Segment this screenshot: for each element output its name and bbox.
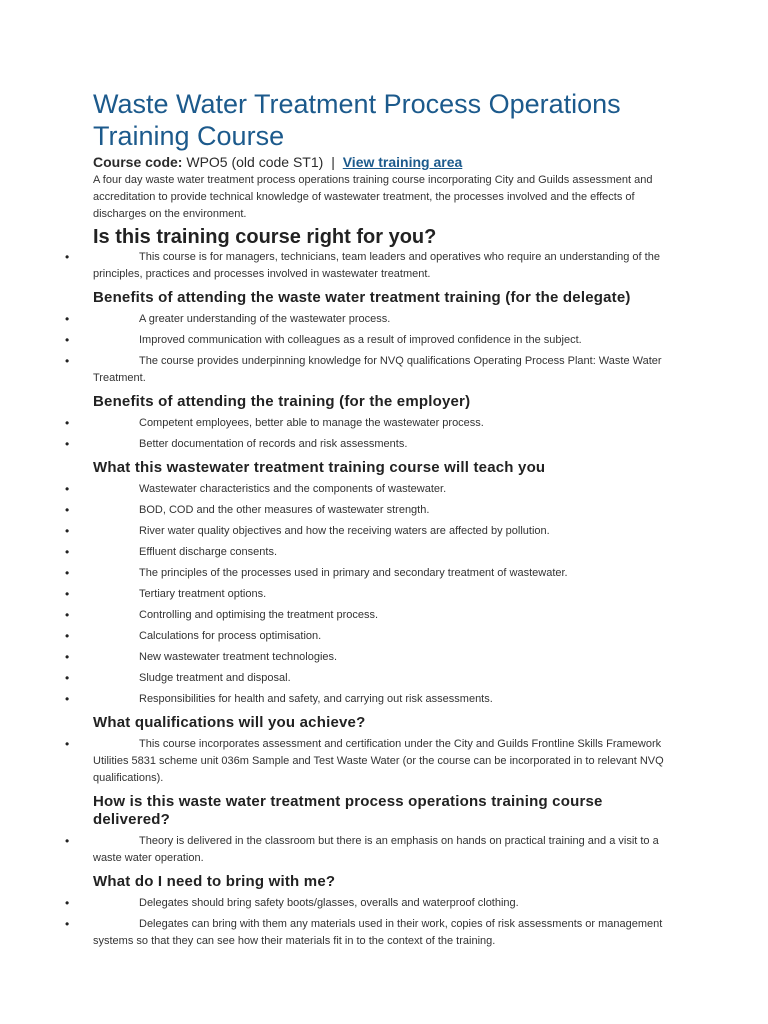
bullet-icon: •: [65, 917, 70, 931]
sections-container: [65, 289, 683, 950]
list-item: • The course provides underpinning knowledge for NVQ qualifications Operating Process Plant: Waste Water Treatment.: [65, 354, 662, 384]
bullet-icon: •: [65, 587, 70, 601]
list-item: • Effluent discharge consents.: [65, 545, 277, 559]
bullet-icon: •: [65, 896, 70, 910]
document-page: [65, 88, 683, 954]
list-item: • Delegates should bring safety boots/glasses, overalls and waterproof clothing.: [65, 896, 519, 910]
right-for-you-heading: Is this training course right for you?: [93, 226, 437, 248]
section-heading: What qualifications will you achieve?: [93, 714, 366, 731]
list-item: • Responsibilities for health and safety, and carrying out risk assessments.: [65, 692, 493, 706]
bullet-icon: •: [65, 737, 70, 751]
list-item: • Delegates can bring with them any materials used in their work, copies of risk assessments or management systems so that they can see how their materials fit in to the context of the training.: [65, 917, 663, 947]
bullet-icon: •: [65, 437, 70, 451]
course-code-line: [93, 153, 683, 171]
list-item: • River water quality objectives and how the receiving waters are affected by pollution.: [65, 524, 550, 538]
list-item: • BOD, COD and the other measures of wastewater strength.: [65, 503, 430, 517]
bullet-icon: •: [65, 834, 70, 848]
course-code-separator: |: [331, 154, 335, 170]
bullet-icon: •: [65, 416, 70, 430]
bullet-icon: •: [65, 333, 70, 347]
list-item: • Tertiary treatment options.: [65, 587, 267, 601]
section-heading: Benefits of attending the waste water treatment training (for the delegate): [93, 289, 631, 306]
list-item: • The principles of the processes used in primary and secondary treatment of wastewater.: [65, 566, 568, 580]
bullet-icon: •: [65, 566, 70, 580]
course-code-label: Course code:: [93, 154, 183, 170]
list-item: • Theory is delivered in the classroom but there is an emphasis on hands on practical training and a visit to a waste water operation.: [65, 834, 659, 864]
section-heading: Benefits of attending the training (for the employer): [93, 393, 471, 410]
bullet-icon: •: [65, 354, 70, 368]
bullet-icon: •: [65, 250, 70, 264]
view-training-area-link[interactable]: View training area: [342, 154, 463, 170]
list-item: • Improved communication with colleagues as a result of improved confidence in the subject.: [65, 333, 582, 347]
bullet-icon: •: [65, 671, 70, 685]
list-item: • Sludge treatment and disposal.: [65, 671, 291, 685]
list-item: • A greater understanding of the wastewater process.: [65, 312, 391, 326]
section-heading: How is this waste water treatment process operations training course delivered?: [93, 793, 603, 828]
section-list: [65, 311, 683, 387]
bullet-icon: •: [65, 692, 70, 706]
bullet-icon: •: [65, 650, 70, 664]
bullet-icon: •: [65, 524, 70, 538]
section-list: [65, 736, 683, 787]
section-list: [65, 833, 683, 867]
section-list: [65, 481, 683, 708]
list-item: • This course is for managers, technicians, team leaders and operatives who require an understanding of the principles, practices and processes involved in wastewater treatment.: [65, 250, 660, 280]
bullet-icon: •: [65, 312, 70, 326]
section-heading: What this wastewater treatment training course will teach you: [93, 459, 546, 476]
right-for-you-list: [65, 249, 683, 283]
bullet-icon: •: [65, 482, 70, 496]
bullet-icon: •: [65, 503, 70, 517]
section-list: [65, 895, 683, 950]
bullet-icon: •: [65, 629, 70, 643]
list-item: • Controlling and optimising the treatment process.: [65, 608, 379, 622]
section-list: [65, 415, 683, 453]
intro-paragraph: A four day waste water treatment process operations training course incorporating City and Guilds assessment and accreditation to provide technical knowledge of wastewater treatment, the processes involved and the effects of discharges on the environment.: [93, 174, 653, 220]
list-item: • Calculations for process optimisation.: [65, 629, 322, 643]
bullet-icon: •: [65, 608, 70, 622]
course-code-value: WPO5 (old code ST1): [186, 154, 324, 170]
bullet-icon: •: [65, 545, 70, 559]
list-item: • Better documentation of records and risk assessments.: [65, 437, 408, 451]
page-title: Waste Water Treatment Process Operations Training Course: [93, 89, 621, 151]
list-item: • New wastewater treatment technologies.: [65, 650, 338, 664]
section-heading: What do I need to bring with me?: [93, 873, 336, 890]
list-item: • Competent employees, better able to manage the wastewater process.: [65, 416, 484, 430]
list-item: • Wastewater characteristics and the components of wastewater.: [65, 482, 447, 496]
list-item: • This course incorporates assessment and certification under the City and Guilds Frontline Skills Framework Utilities 5831 scheme unit 036m Sample and Test Waste Water (or the course can be incorporated in to relevant NVQ qualifications).: [65, 737, 664, 784]
